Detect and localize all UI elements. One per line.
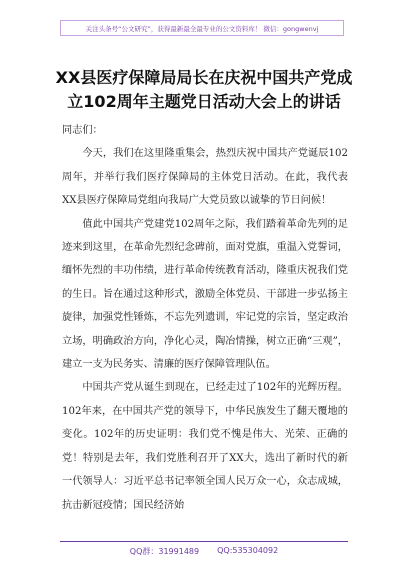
document-title bbox=[40, 66, 368, 114]
document-body bbox=[62, 119, 348, 517]
footer-divider bbox=[60, 541, 348, 542]
title-line-1: XX县医疗保障局局长在庆祝中国共产党成 bbox=[55, 68, 353, 87]
footer-qq: QQ:535304092 bbox=[217, 546, 279, 555]
header-banner-text: 关注头条号“公文研究”，获得最新最全最专业的公文资料库！ 微信：gongwenvj bbox=[85, 24, 319, 33]
paragraph: 今天，我们在这里隆重集会，热烈庆祝中国共产党诞辰102周年，并举行我们医疗保障局的主体党日活动。在此，我代表XX县医疗保障局党组向我局广大党员致以诚挚的节日问候！ bbox=[62, 148, 348, 207]
footer-qq-group: QQ群：31991489 bbox=[129, 547, 200, 556]
paragraph: 中国共产党从诞生到现在，已经走过了102年的光辉历程。102年来，在中国共产党的领导下，中华民族发生了翻天覆地的变化。102年的历史证明：我们党不愧是伟大、光荣、正确的党！特别是去年，我们党胜利召开了XX大，选出了新时代的新一代领导人：习近平总书记率领全国人民万众一心，众志成城，抗击新冠疫情；国民经济始 bbox=[62, 382, 348, 511]
salutation: 同志们： bbox=[62, 125, 103, 136]
paragraph: 值此中国共产党建党102周年之际，我们踏着革命先列的足迹来到这里，在革命先烈纪念碑前，面对党旗，重温入党誓词，缅怀先烈的丰功伟绩，进行革命传统教育活动，隆重庆祝我们党的生日。旨在通过这种形式，激励全体党员、干部进一步弘扬主旋律，加强党性锤炼，不忘先列遗训，牢记党的宗旨，坚定政治立场，明确政治方向，净化心灵，陶冶情操，树立正确“三观”，建立一支为民务实、清廉的医疗保障管理队伍。 bbox=[62, 218, 348, 371]
title-line-2: 立102周年主题党日活动大会上的讲话 bbox=[67, 92, 341, 111]
page-footer bbox=[60, 546, 348, 557]
header-banner bbox=[60, 20, 344, 36]
